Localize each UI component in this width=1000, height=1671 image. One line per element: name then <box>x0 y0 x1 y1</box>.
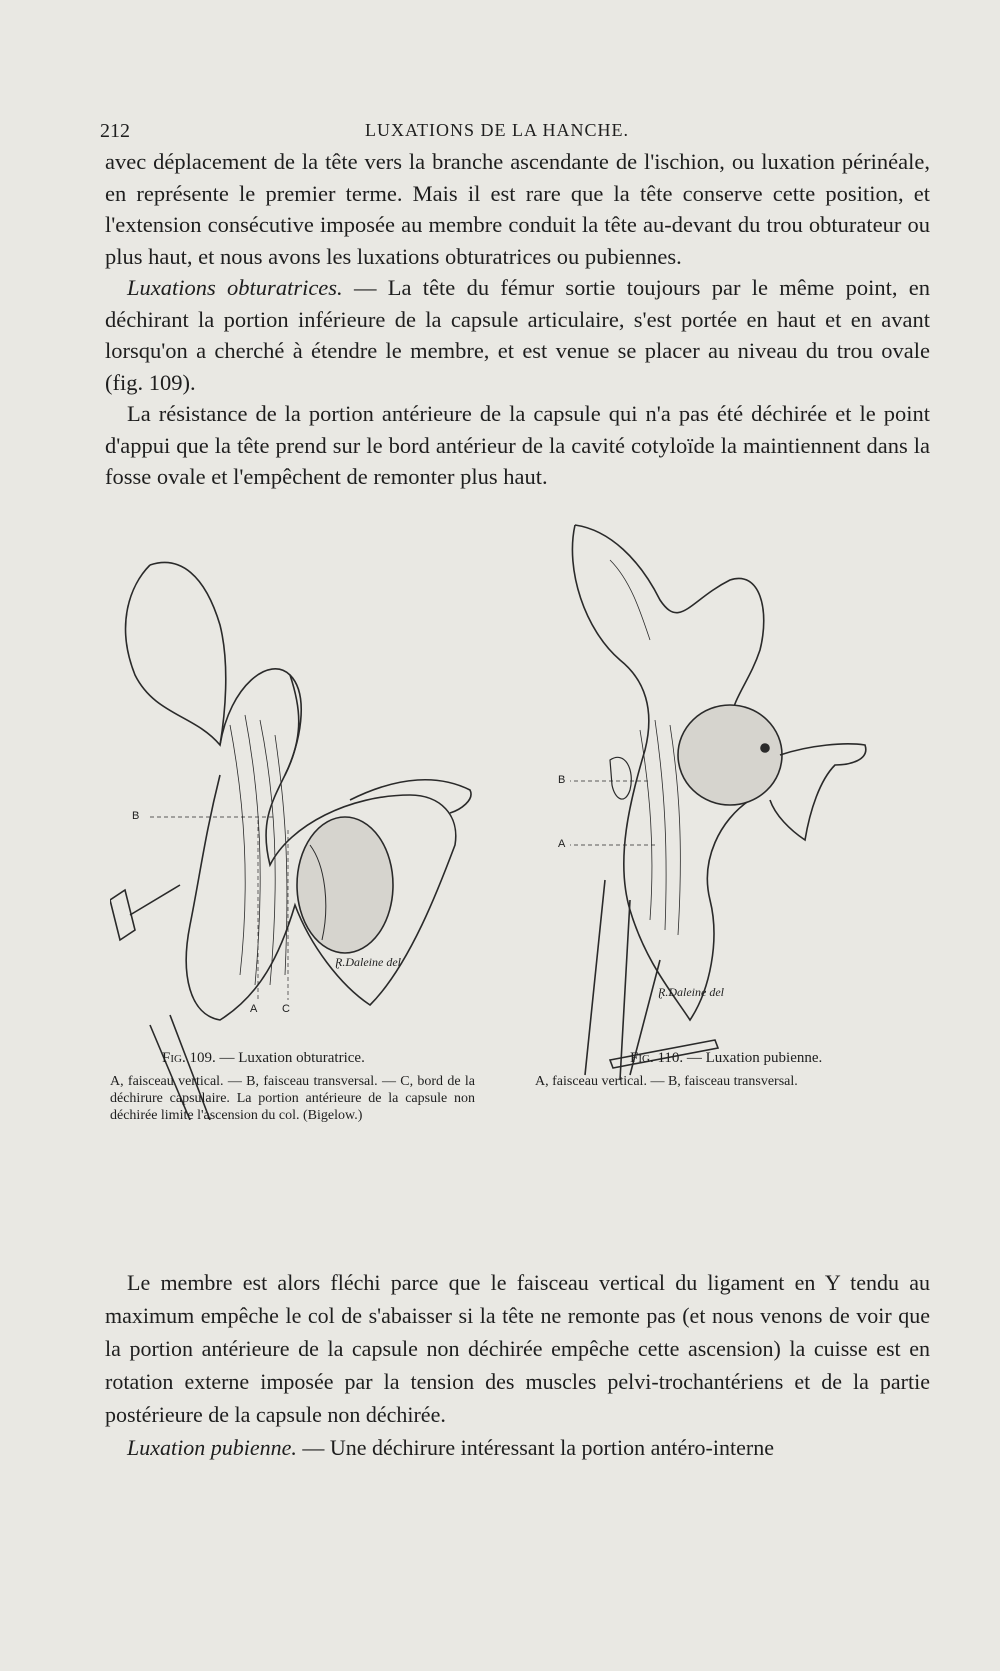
page-header <box>100 120 930 148</box>
section-heading: Luxations obturatrices. <box>127 275 343 300</box>
figure-109 <box>110 545 510 1123</box>
figure-caption-title: Fig. 110. — Luxation pubienne. <box>630 1050 823 1066</box>
figure-caption-title: Fig. 109. — Luxation obturatrice. <box>162 1050 365 1066</box>
hip-bone-illustration-pubic <box>570 520 940 1125</box>
section-heading: Luxation pubienne. <box>127 1435 297 1460</box>
illustrator-signature: Ɽ.Daleine del <box>658 985 724 999</box>
running-title: LUXATIONS DE LA HANCHE. <box>365 120 629 140</box>
illustrator-signature: Ɽ.Daleine del <box>335 955 401 969</box>
paragraph: Luxations obturatrices. — La tête du fémur sortie toujours par le même point, en déchirant la portion inférieure de la capsule articulaire, s'est portée en haut et en avant lorsqu'on a cherché à étendre le membre, et est venue se placer au niveau du trou ovale (fig. 109). <box>105 275 930 395</box>
paragraph: Luxation pubienne. — Une déchirure intéressant la portion antéro-interne <box>127 1435 774 1460</box>
label-c: C <box>282 1003 290 1015</box>
paragraph: Le membre est alors fléchi parce que le faisceau vertical du ligament en Y tendu au maximum empêche le col de s'abaisser si la tête ne remonte pas (et nous venons de voir que la portion antérieure de la capsule non déchirée empêche cette ascension) la cuisse est en rotation externe imposée par la tension des muscles pelvi-trochantériens et de la partie postérieure de la capsule non déchirée. <box>105 1270 930 1427</box>
figure-110 <box>535 520 940 1125</box>
page-number: 212 <box>100 120 130 142</box>
hip-bone-illustration-obturator <box>110 545 510 1120</box>
label-b: B <box>558 774 566 786</box>
label-b: B <box>132 810 140 822</box>
paragraph: avec déplacement de la tête vers la branche ascendante de l'ischion, ou luxation périnéale, en représente le premier terme. Mais il est rare que la tête conserve cette position, et l'extension consécutive imposée au membre conduit la tête au-devant du trou obturateur ou plus haut, et nous avons les luxations obturatrices ou pubiennes. <box>105 149 930 269</box>
figure-caption-text: A, faisceau vertical. — B, faisceau transversal. — C, bord de la déchirure capsulaire. La portion antérieure de la capsule non déchirée limite l'ascension du col. (Bigelow.) <box>110 1074 475 1123</box>
bottom-text-block <box>105 1266 930 1464</box>
paragraph: La résistance de la portion antérieure de la capsule qui n'a pas été déchirée et le point d'appui que la tête prend sur le bord antérieur de la cavité cotyloïde la maintiennent dans la fosse ovale et l'empêchent de remonter plus haut. <box>105 401 930 489</box>
figure-caption-text: A, faisceau vertical. — B, faisceau transversal. <box>535 1074 798 1089</box>
label-a: A <box>250 1003 258 1015</box>
label-a: A <box>558 838 566 850</box>
top-text-block <box>105 146 930 493</box>
